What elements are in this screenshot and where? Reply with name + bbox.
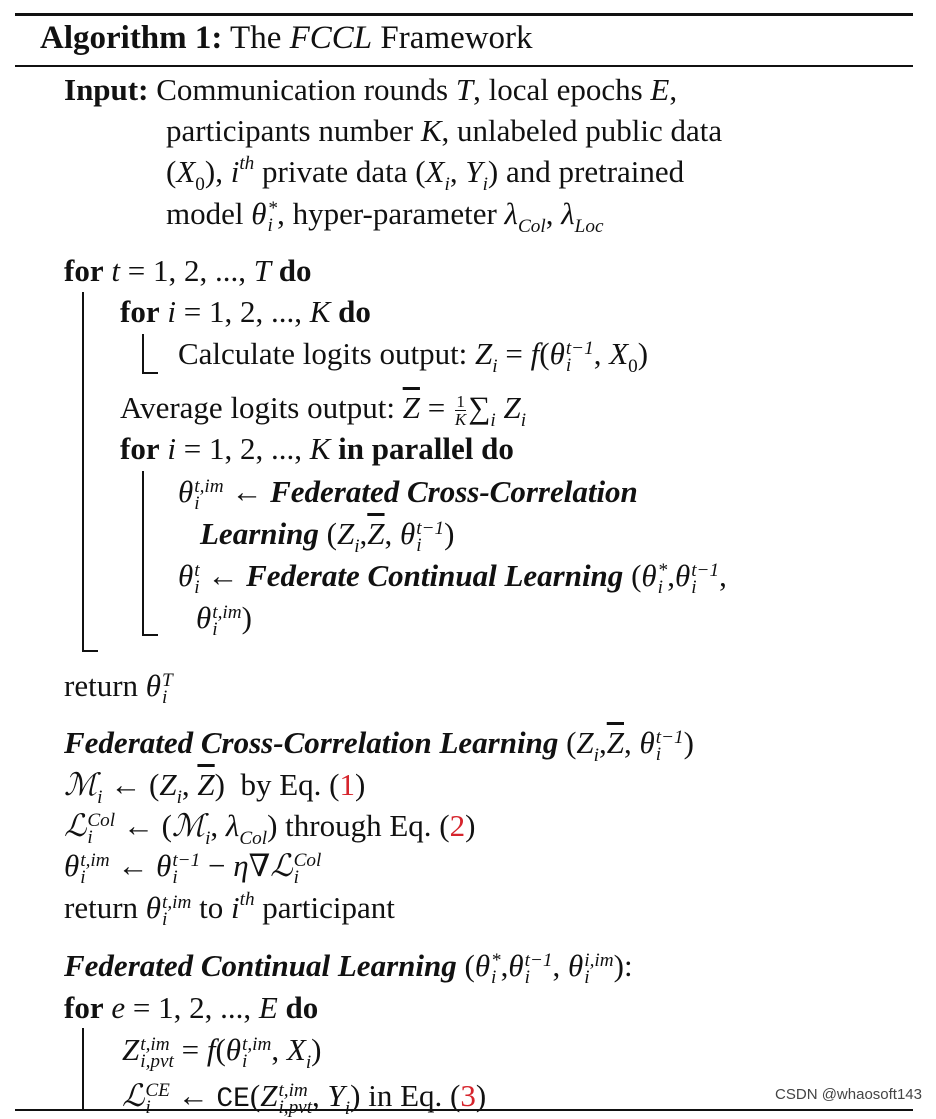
eq-ref-1[interactable]: 1 bbox=[339, 767, 356, 802]
eq-ref-3[interactable]: 3 bbox=[460, 1078, 476, 1113]
for-i-1: for i = 1, 2, ..., K do bbox=[120, 294, 371, 329]
fccl-heading: Federated Cross-Correlation Learning ($Z_i,\overline{Z}$, θ t−1 i ) bbox=[64, 725, 694, 767]
watermark: CSDN @whaosoft143 bbox=[775, 1086, 922, 1103]
for-outer-bracket-end bbox=[82, 650, 98, 652]
title-suffix: Framework bbox=[380, 20, 533, 56]
calc-logits: Calculate logits output: $Z_i = f(\theta$ t−1 i , $X_0$) bbox=[178, 336, 649, 378]
fccl-call-2: Learning ($Z_i,\overline{Z}$, θ t−1 i ) bbox=[200, 516, 455, 558]
header-rule bbox=[15, 65, 913, 67]
average-logits: Average logits output: $\overline{Z}$ = $\frac{1}{K}$ $\sum_i$ $Z_i$ bbox=[120, 390, 527, 432]
title-name: FCCL bbox=[289, 20, 373, 56]
eq-ref-2[interactable]: 2 bbox=[449, 808, 466, 843]
for-i-1-bracket-end bbox=[142, 372, 158, 374]
fccl-line-4: return θ t,im i to $i^{th}$ participant bbox=[64, 888, 395, 930]
fccl-line-2: ℒ Col i ← (ℳ$_i$, $\lambda_{Col}$) through Eq. (2) bbox=[64, 808, 476, 850]
return-final: return θ T i bbox=[64, 668, 173, 708]
for-i-1-bracket bbox=[142, 334, 144, 372]
fcl-for-e-bracket bbox=[82, 1028, 84, 1110]
for-outer-bracket bbox=[82, 292, 84, 650]
fccl-call-1: θ t,im i ← Federated Cross-Correlation bbox=[178, 474, 638, 514]
title-prefix: The bbox=[230, 20, 282, 56]
for-i-parallel: for i = 1, 2, ..., K in parallel do bbox=[120, 431, 514, 466]
fcl-call-2: θ t,im i ) bbox=[196, 600, 252, 640]
input-label: Input: bbox=[64, 72, 149, 107]
input-line-4: model θ * i , hyper-parameter $\lambda_{Col}$, $\lambda_{Loc}$ bbox=[166, 196, 604, 238]
for-i-parallel-bracket-end bbox=[142, 634, 158, 636]
fcl-for-e: for e = 1, 2, ..., E do bbox=[64, 990, 319, 1025]
input-line-2: participants number K, unlabeled public data bbox=[166, 113, 723, 148]
fccl-line-1: ℳ$_i$ ← ($Z_i$, $\overline{Z}$) by Eq. (1) bbox=[64, 767, 366, 809]
algorithm-title bbox=[40, 22, 533, 55]
fcl-heading: Federated Continual Learning (θ * i ,θ t−1 i , θ i,im i ): bbox=[64, 948, 633, 988]
fcl-line-1: Z t,im i,pvt = f(θ t,im i , $X_i$) bbox=[122, 1032, 322, 1074]
for-i-parallel-bracket bbox=[142, 471, 144, 634]
fcl-call-1: θ t i ← Federate Continual Learning (θ * i ,θ t−1 i , bbox=[178, 558, 727, 598]
algorithm-label: Algorithm 1: bbox=[40, 20, 223, 56]
input-line-3: $(X_0)$, $i^{th}$ private data ($X_i$, $Y_i$) and pretrained bbox=[166, 152, 685, 196]
fccl-line-3: θ t,im i ← θ t−1 i − η∇ℒ Col i bbox=[64, 848, 322, 888]
input-line-1: Input: Communication rounds T, local epochs E, bbox=[64, 72, 678, 107]
top-rule bbox=[15, 13, 913, 16]
fcl-line-2: ℒ CE i ← CE(Z t,im i,pvt , $Y_i$) in Eq. (3) bbox=[122, 1078, 487, 1119]
for-outer: for t = 1, 2, ..., T do bbox=[64, 253, 312, 288]
